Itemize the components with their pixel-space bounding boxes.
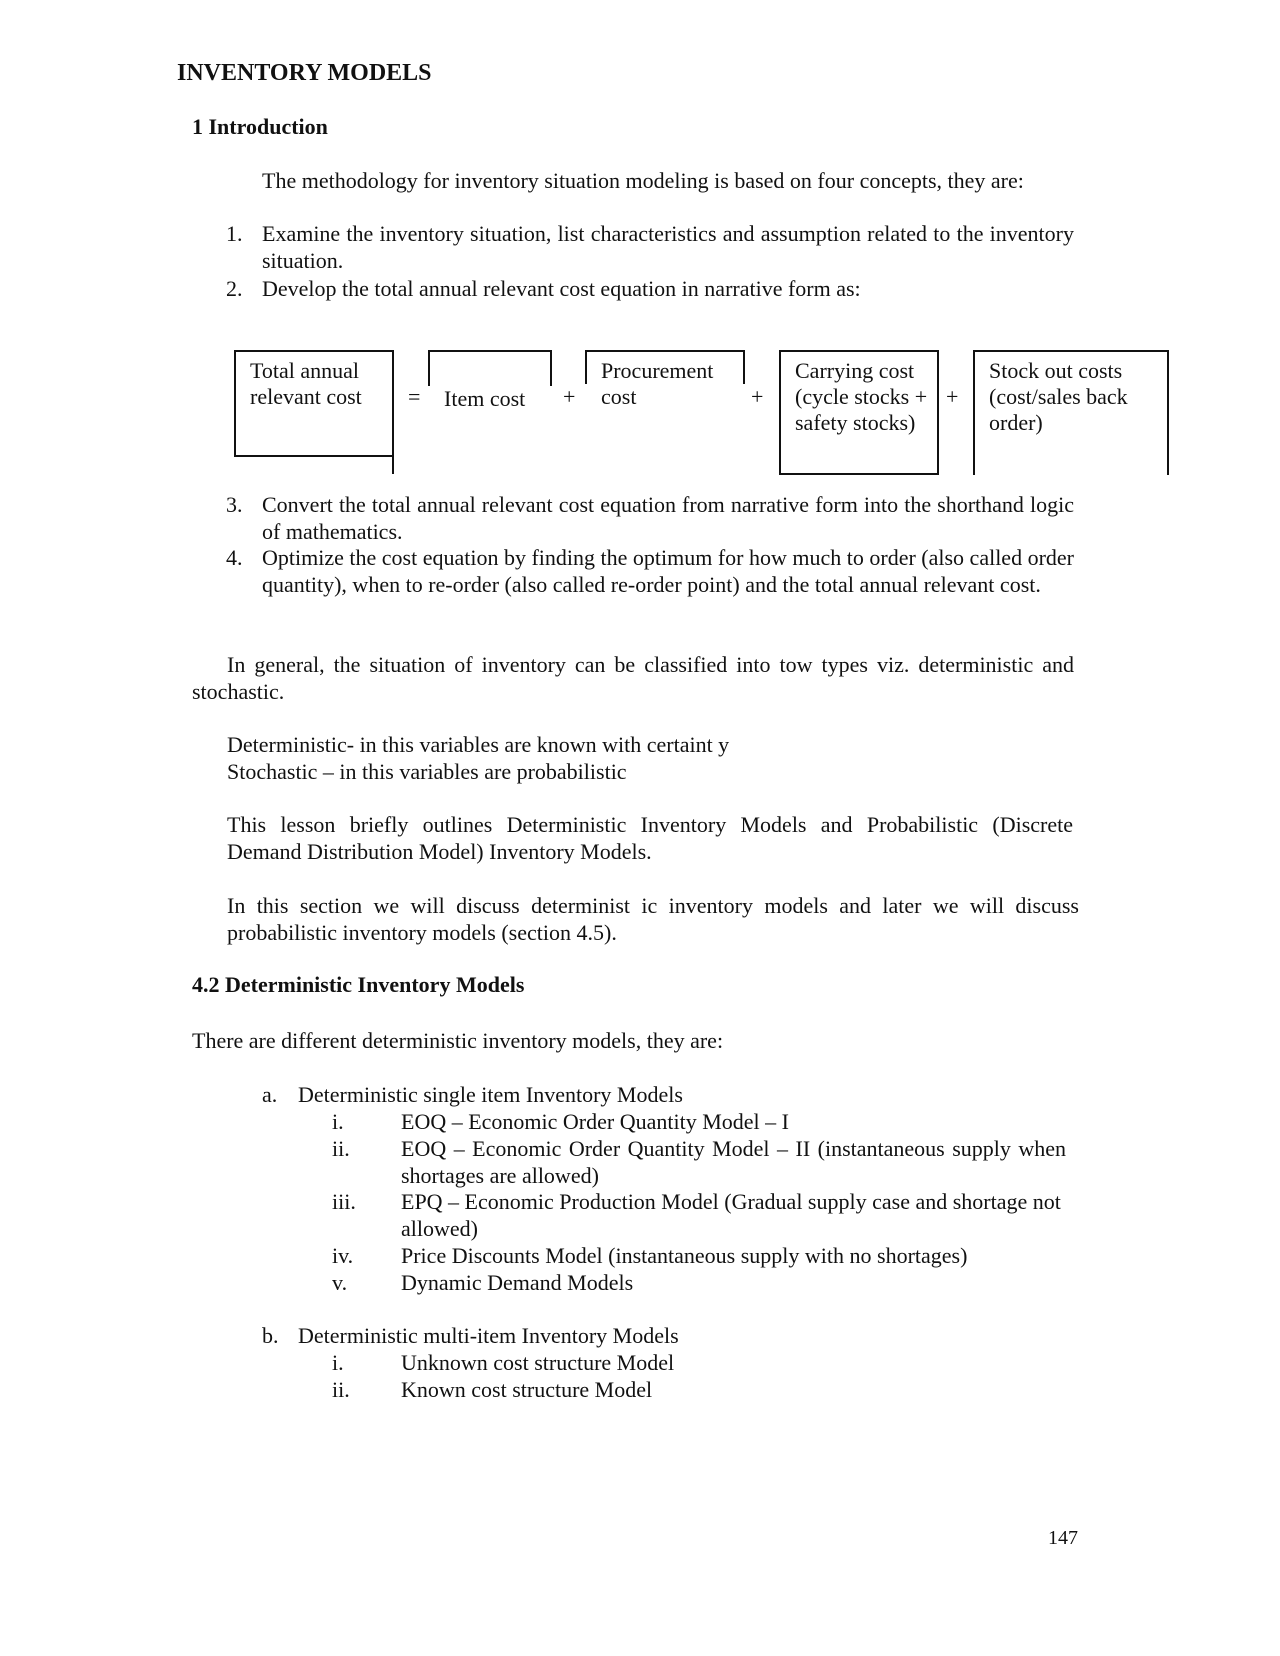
plus-sign: + bbox=[563, 384, 576, 409]
document-title: INVENTORY MODELS bbox=[177, 60, 432, 86]
list-item-number: ii. bbox=[332, 1377, 350, 1402]
step-text: Examine the inventory situation, list characteristics and assumption related to the inventory situation. bbox=[262, 221, 1074, 273]
group-label: b. bbox=[262, 1323, 279, 1348]
section-paragraph: In this section we will discuss determinist ic inventory models and later we will discuss probabilistic inventory models (section 4.5). bbox=[227, 893, 1079, 945]
intro-heading: 1 Introduction bbox=[192, 114, 328, 139]
list-item-number: ii. bbox=[332, 1136, 350, 1161]
page-number: 147 bbox=[1048, 1527, 1078, 1549]
list-item-number: i. bbox=[332, 1350, 344, 1375]
list-item-number: v. bbox=[332, 1270, 348, 1295]
intro-paragraph: The methodology for inventory situation modeling is based on four concepts, they are: bbox=[262, 168, 1024, 193]
carrying-cost-box bbox=[779, 350, 939, 475]
plus-sign: + bbox=[751, 384, 764, 409]
procurement-cost-label: Procurement cost bbox=[601, 358, 714, 409]
list-item: EOQ – Economic Order Quantity Model – II (instantaneous supply when shortages are allowed) bbox=[401, 1136, 1066, 1188]
item-cost-label: Item cost bbox=[444, 386, 526, 411]
step-text: Develop the total annual relevant cost equation in narrative form as: bbox=[262, 276, 861, 301]
general-paragraph: In general, the situation of inventory can be classified into tow types viz. deterministic and stochastic. bbox=[192, 652, 1074, 704]
list-item: Unknown cost structure Model bbox=[401, 1350, 675, 1375]
list-item: EOQ – Economic Order Quantity Model – I bbox=[401, 1109, 789, 1134]
step-number: 4. bbox=[226, 545, 243, 570]
stochastic-definition: Stochastic – in this variables are probabilistic bbox=[227, 759, 627, 784]
plus-sign: + bbox=[946, 384, 959, 409]
step-text: Optimize the cost equation by finding the optimum for how much to order (also called order quantity), when to re-order (also called re-order point) and the total annual relevant cost. bbox=[262, 545, 1074, 597]
total-cost-box bbox=[234, 350, 394, 457]
group-title: Deterministic multi-item Inventory Models bbox=[298, 1323, 679, 1348]
deterministic-intro: There are different deterministic inventory models, they are: bbox=[192, 1028, 724, 1053]
list-item-number: iv. bbox=[332, 1243, 354, 1268]
step-number: 1. bbox=[226, 221, 243, 246]
list-item: Price Discounts Model (instantaneous supply with no shortages) bbox=[401, 1243, 968, 1268]
list-item: Dynamic Demand Models bbox=[401, 1270, 634, 1295]
list-item-number: iii. bbox=[332, 1189, 356, 1214]
procurement-cost-box bbox=[585, 350, 745, 409]
step-number: 3. bbox=[226, 492, 243, 517]
lesson-paragraph: This lesson briefly outlines Deterministic Inventory Models and Probabilistic (Discrete Demand Distribution Model) Inventory Models. bbox=[227, 812, 1073, 864]
item-cost-bracket bbox=[428, 350, 552, 386]
group-label: a. bbox=[262, 1082, 278, 1107]
step-text: Convert the total annual relevant cost equation from narrative form into the shorthand logic of mathematics. bbox=[262, 492, 1074, 544]
list-item: Known cost structure Model bbox=[401, 1377, 653, 1402]
step-number: 2. bbox=[226, 276, 243, 301]
deterministic-definition: Deterministic- in this variables are known with certaint y bbox=[227, 732, 730, 757]
stock-out-cost-box bbox=[973, 350, 1169, 475]
box-tick bbox=[392, 455, 394, 474]
total-cost-label: Total annual relevant cost bbox=[250, 358, 362, 409]
group-title: Deterministic single item Inventory Models bbox=[298, 1082, 683, 1107]
list-item-number: i. bbox=[332, 1109, 344, 1134]
list-item: EPQ – Economic Production Model (Gradual supply case and shortage not allowed) bbox=[401, 1189, 1061, 1241]
deterministic-heading: 4.2 Deterministic Inventory Models bbox=[192, 972, 525, 997]
equals-sign: = bbox=[408, 384, 421, 409]
stock-out-cost-label: Stock out costs (cost/sales back order) bbox=[989, 358, 1128, 435]
carrying-cost-label: Carrying cost (cycle stocks + safety stocks) bbox=[795, 358, 928, 435]
